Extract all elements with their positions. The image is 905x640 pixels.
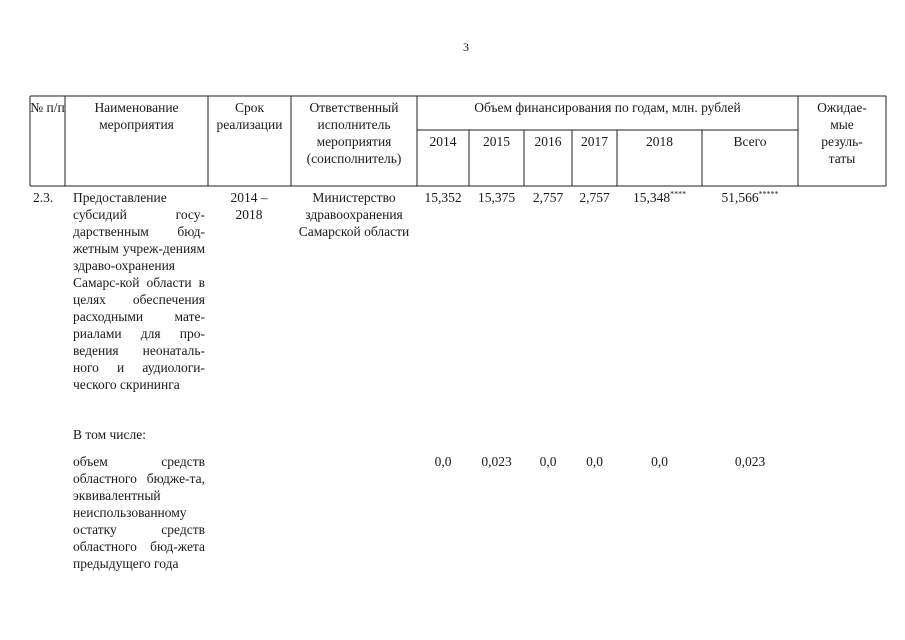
header-period: Срок реализации — [216, 100, 283, 132]
header-funding: Объем финансирования по годам, млн. рублей — [474, 100, 741, 115]
footnote-mark-total: ***** — [758, 189, 779, 199]
value-2016: 2,757 — [532, 190, 564, 205]
header-name: Наименование мероприятия — [94, 100, 179, 132]
row-executor: Министерство здравоохранения Самарской области — [298, 190, 410, 239]
subrow-value-total: 0,023 — [734, 454, 766, 469]
row-period: 2014 – 2018 — [230, 190, 268, 222]
header-num: № п/п — [30, 100, 65, 115]
footnote-mark-2018: **** — [670, 189, 687, 199]
subrow-value-2016: 0,0 — [539, 454, 557, 469]
value-total-number: 51,566 — [721, 190, 759, 205]
value-2018-number: 15,348 — [632, 190, 671, 205]
value-2018 — [617, 189, 702, 206]
value-2014: 15,352 — [424, 190, 462, 205]
row-number: 2.3. — [33, 190, 54, 205]
value-2017: 2,757 — [579, 190, 610, 205]
subrow-value-2014: 0,0 — [434, 454, 452, 469]
subrow-value-2017: 0,0 — [586, 454, 603, 469]
subrow-value-2015: 0,023 — [481, 454, 512, 469]
header-year-2018: 2018 — [646, 134, 673, 149]
row-name: Предоставление субсидий госу-дарственным бюд-жетным учреж-дениям здраво-охранения Самарс-кой области в целях обеспечения расходными мате-риалами для про-ведения неонаталь-ного и аудиологи-ческого скрининга — [73, 190, 205, 392]
page-number: 3 — [463, 40, 469, 54]
value-2015: 15,375 — [477, 190, 516, 205]
subrow-name: объем средств областного бюдже-та, эквивалентный неиспользованному остатку средств областного бюд-жета предыдущего года — [73, 454, 205, 571]
subheading-including: В том числе: — [73, 427, 146, 442]
header-year-2017: 2017 — [581, 134, 608, 149]
header-total: Всего — [733, 134, 767, 149]
header-year-2014: 2014 — [429, 134, 457, 149]
value-total — [702, 189, 798, 206]
subrow-value-2018: 0,0 — [651, 454, 668, 469]
header-year-2015: 2015 — [483, 134, 510, 149]
header-year-2016: 2016 — [534, 134, 562, 149]
header-executor: Ответственный исполнитель мероприятия (соисполнитель) — [306, 100, 402, 166]
header-results: Ожидае-мые резуль-таты — [817, 100, 867, 166]
